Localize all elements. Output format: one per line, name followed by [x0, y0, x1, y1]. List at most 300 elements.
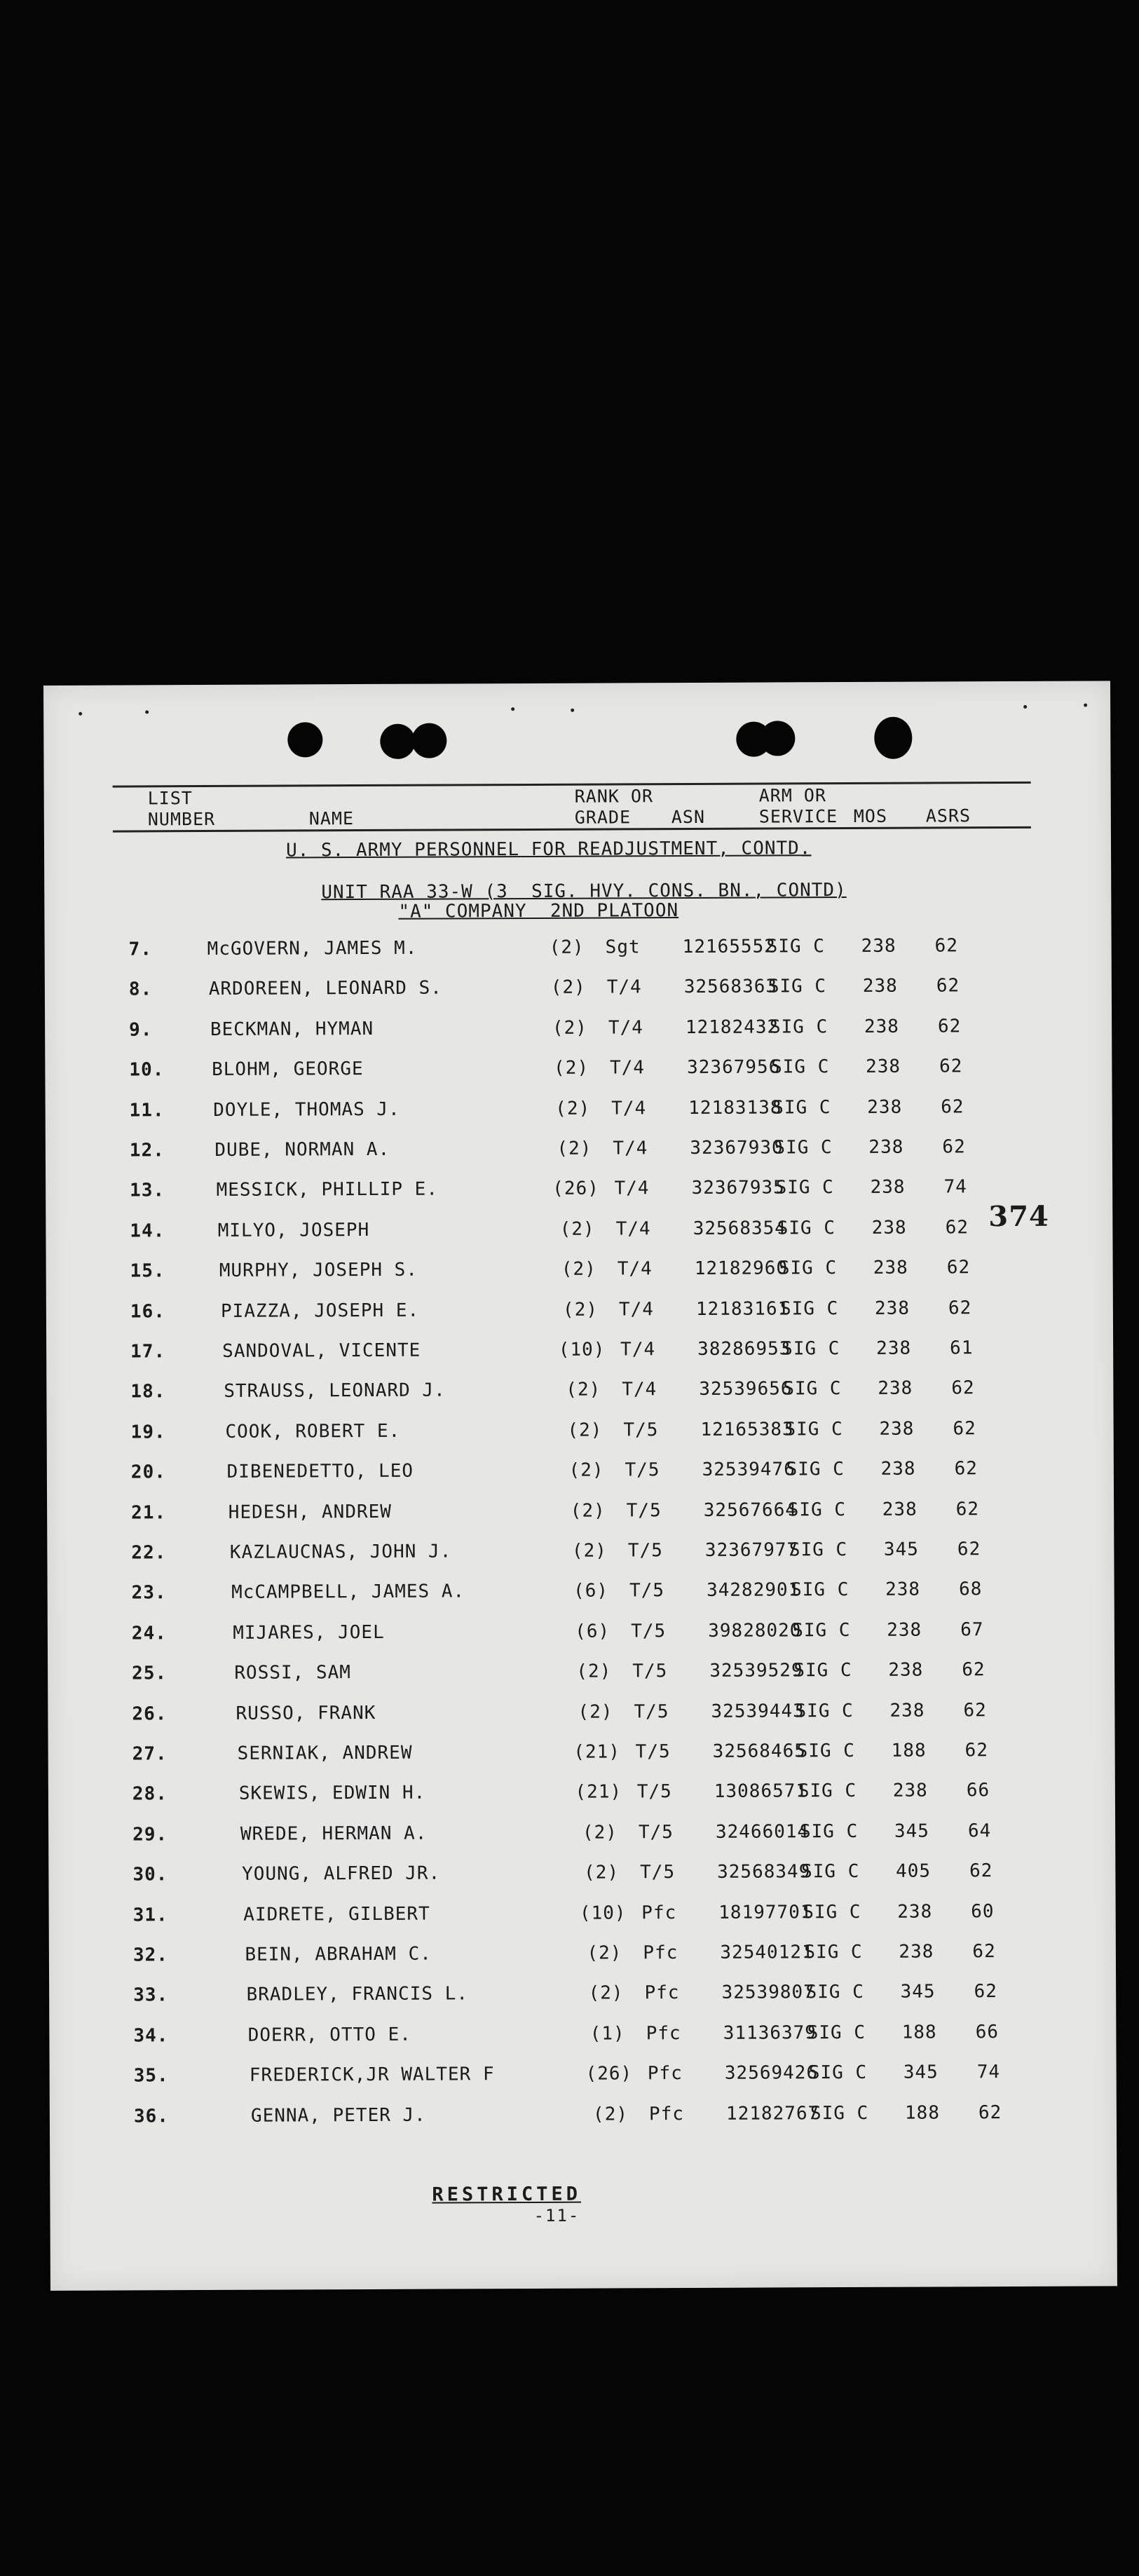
rank-grade: T/4	[606, 976, 642, 998]
speck	[1084, 704, 1087, 707]
code-number: (2)	[568, 1459, 604, 1481]
code-number: (2)	[592, 2103, 629, 2125]
table-row	[48, 1820, 1115, 1864]
service-branch: SIG C	[786, 1459, 845, 1480]
code-number: (26)	[585, 2063, 633, 2085]
mos-code: 238	[897, 1901, 933, 1923]
table-row	[48, 1579, 1114, 1623]
mos-code: 238	[864, 1016, 899, 1037]
asn-number: 12165552	[682, 936, 776, 958]
rank-grade: T/4	[613, 1138, 648, 1159]
asrs-score: 62	[964, 1740, 989, 1761]
person-name: DIBENEDETTO, LEO	[226, 1460, 414, 1483]
list-number: 27.	[132, 1743, 168, 1765]
table-row	[46, 1096, 1112, 1140]
person-name: HEDESH, ANDREW	[228, 1501, 392, 1523]
rank-grade: T/5	[623, 1419, 659, 1441]
rank-grade: T/5	[629, 1580, 665, 1602]
asn-number: 32367977	[704, 1539, 799, 1561]
service-branch: SIG C	[792, 1619, 851, 1642]
asn-number: 12183138	[688, 1097, 782, 1119]
asn-number: 12182432	[685, 1016, 779, 1038]
asrs-score: 60	[971, 1900, 995, 1922]
asn-number: 32568349	[717, 1861, 811, 1883]
asn-number: 12183161	[695, 1297, 790, 1320]
asn-number: 32539529	[709, 1660, 803, 1682]
list-number: 30.	[132, 1864, 168, 1886]
mos-code: 238	[871, 1217, 907, 1239]
service-branch: SIG C	[790, 1579, 850, 1601]
person-name: KAZLAUCNAS, JOHN J.	[229, 1541, 452, 1563]
header-grade: GRADE	[574, 807, 632, 828]
header-arm: ARM OR	[758, 785, 827, 806]
mos-code: 238	[878, 1377, 913, 1400]
header-list: LIST	[147, 788, 193, 809]
mos-code: 238	[873, 1257, 908, 1279]
asrs-score: 62	[941, 1096, 964, 1118]
asrs-score: 62	[954, 1458, 978, 1480]
asrs-score: 62	[969, 1860, 993, 1882]
table-row	[48, 1780, 1115, 1824]
code-number: (2)	[588, 1982, 624, 2005]
asrs-score: 62	[963, 1699, 987, 1721]
mos-code: 238	[887, 1619, 922, 1641]
table-row	[46, 1216, 1112, 1260]
person-name: McCAMPBELL, JAMES A.	[231, 1581, 465, 1604]
code-number: (2)	[576, 1661, 612, 1682]
code-number: (6)	[573, 1580, 609, 1602]
asn-number: 32540121	[720, 1942, 814, 1963]
code-number: (2)	[578, 1701, 613, 1723]
person-name: ARDOREEN, LEONARD S.	[208, 977, 442, 1000]
rank-grade: T/5	[627, 1540, 663, 1562]
asn-number: 32569426	[724, 2062, 819, 2084]
rank-grade: T/5	[640, 1862, 676, 1883]
person-name: SANDOVAL, VICENTE	[222, 1340, 421, 1362]
person-name: YOUNG, ALFRED JR.	[242, 1862, 441, 1885]
service-branch: SIG C	[766, 936, 825, 958]
asn-number: 32539807	[721, 1982, 815, 2004]
rank-grade: Sgt	[605, 936, 641, 958]
table-row	[49, 1981, 1116, 2025]
rank-grade: T/4	[618, 1298, 655, 1321]
code-number: (2)	[550, 977, 586, 999]
list-number: 10.	[129, 1059, 165, 1081]
table-row	[46, 1337, 1113, 1381]
asrs-score: 62	[948, 1297, 972, 1318]
person-name: BECKMAN, HYMAN	[210, 1018, 374, 1040]
person-name: DOYLE, THOMAS J.	[213, 1098, 400, 1121]
code-number: (2)	[562, 1299, 599, 1321]
header-asrs: ASRS	[925, 805, 971, 826]
asn-number: 32567664	[703, 1499, 798, 1521]
service-branch: SIG C	[798, 1780, 857, 1802]
asn-number: 32568465	[712, 1740, 806, 1762]
asrs-score: 62	[942, 1136, 966, 1158]
rank-grade: T/4	[610, 1057, 646, 1079]
asn-number: 32367935	[691, 1177, 785, 1199]
header-asn: ASN	[671, 806, 706, 828]
person-name: SKEWIS, EDWIN H.	[238, 1783, 426, 1805]
list-number: 23.	[131, 1582, 167, 1604]
table-row	[50, 2101, 1117, 2146]
rank-grade: T/4	[614, 1178, 650, 1199]
code-number: (2)	[557, 1138, 592, 1159]
person-name: MILYO, JOSEPH	[217, 1219, 370, 1241]
code-number: (2)	[587, 1942, 622, 1964]
mos-code: 238	[861, 935, 896, 957]
table-row	[46, 1297, 1113, 1341]
list-number: 14.	[130, 1220, 165, 1242]
asrs-score: 62	[934, 935, 959, 957]
person-name: McGOVERN, JAMES M.	[207, 937, 418, 960]
list-number: 11.	[129, 1099, 165, 1122]
service-branch: SIG C	[799, 1820, 859, 1843]
table-row	[49, 1900, 1116, 1944]
header-mos: MOS	[853, 805, 888, 826]
punch-hole	[874, 717, 912, 759]
table-row	[45, 1056, 1112, 1100]
person-name: RUSSO, FRANK	[236, 1702, 376, 1724]
service-branch: SIG C	[775, 1177, 834, 1199]
asrs-score: 62	[939, 1056, 963, 1077]
punch-hole	[287, 722, 322, 757]
asn-number: 32466014	[715, 1821, 810, 1843]
mos-code: 345	[883, 1539, 919, 1560]
code-number: (2)	[552, 1017, 587, 1039]
person-name: BEIN, ABRAHAM C.	[245, 1943, 432, 1965]
asrs-score: 62	[946, 1257, 971, 1279]
asrs-score: 74	[943, 1176, 967, 1198]
list-number: 7.	[128, 939, 153, 960]
asn-number: 32568354	[693, 1218, 786, 1239]
table-row	[49, 1940, 1116, 1984]
list-number: 28.	[132, 1783, 168, 1805]
code-number: (26)	[552, 1178, 599, 1200]
list-number: 15.	[130, 1260, 165, 1282]
asn-number: 38286953	[697, 1338, 791, 1360]
header-name: NAME	[308, 808, 355, 829]
service-branch: SIG C	[808, 2062, 868, 2084]
speck	[79, 712, 82, 716]
list-number: 29.	[132, 1824, 168, 1846]
service-branch: SIG C	[771, 1056, 830, 1078]
person-name: SERNIAK, ANDREW	[237, 1742, 413, 1764]
mos-code: 188	[891, 1740, 927, 1761]
rank-grade: T/4	[611, 1097, 647, 1119]
rank-grade: Pfc	[646, 2022, 681, 2045]
rank-grade: T/4	[615, 1218, 651, 1240]
rank-grade: T/5	[625, 1459, 660, 1481]
service-branch: SIG C	[774, 1137, 833, 1159]
asrs-score: 62	[978, 2101, 1002, 2123]
table-row	[46, 1176, 1112, 1220]
list-number: 8.	[128, 979, 153, 1000]
code-number: (6)	[575, 1621, 611, 1642]
rank-grade: T/5	[636, 1781, 672, 1803]
asrs-score: 62	[945, 1217, 969, 1239]
service-branch: SIG C	[801, 1861, 860, 1883]
service-branch: SIG C	[768, 976, 827, 997]
list-number: 16.	[130, 1300, 165, 1323]
mos-code: 238	[862, 976, 898, 997]
mos-code: 238	[882, 1499, 918, 1520]
service-branch: SIG C	[783, 1378, 842, 1400]
rank-grade: T/5	[632, 1661, 668, 1682]
asn-number: 32568363	[683, 976, 778, 998]
service-branch: SIG C	[769, 1016, 828, 1038]
asrs-score: 68	[958, 1579, 983, 1600]
person-name: PIAZZA, JOSEPH E.	[220, 1300, 420, 1322]
list-number: 13.	[130, 1180, 165, 1201]
rank-grade: T/5	[635, 1741, 671, 1763]
unit-title: UNIT RAA 33-W (3 SIG. HVY. CONS. BN., CONTD)	[321, 880, 847, 904]
asn-number: 12165383	[700, 1419, 794, 1440]
list-number: 26.	[132, 1703, 168, 1725]
asn-number: 32539443	[711, 1700, 805, 1722]
code-number: (2)	[555, 1098, 591, 1119]
asrs-score: 62	[951, 1377, 975, 1399]
mos-code: 238	[879, 1418, 915, 1440]
asrs-score: 74	[976, 2062, 1001, 2083]
code-number: (2)	[571, 1540, 607, 1562]
service-branch: SIG C	[772, 1096, 831, 1119]
table-row	[46, 1257, 1113, 1301]
table-row	[46, 1377, 1113, 1422]
rank-grade: T/4	[617, 1258, 653, 1280]
person-name: MESSICK, PHILLIP E.	[216, 1178, 439, 1201]
table-row	[48, 1618, 1114, 1663]
person-name: FREDERICK,JR WALTER F	[249, 2064, 495, 2086]
code-number: (2)	[582, 1822, 618, 1844]
code-number: (2)	[570, 1500, 606, 1522]
punch-hole	[411, 723, 446, 758]
mos-code: 238	[885, 1579, 921, 1601]
header-number: NUMBER	[147, 808, 216, 830]
service-branch: SIG C	[787, 1499, 847, 1520]
asrs-score: 67	[960, 1618, 984, 1641]
mos-code: 345	[903, 2062, 939, 2083]
list-number: 33.	[133, 1984, 169, 2006]
person-name: BRADLEY, FRANCIS L.	[246, 1983, 469, 2006]
asn-number: 39828020	[708, 1620, 802, 1642]
header-rank: RANK OR	[574, 786, 654, 807]
mos-code: 238	[880, 1458, 916, 1480]
service-branch: SIG C	[779, 1297, 839, 1320]
list-number: 36.	[133, 2105, 169, 2127]
mos-code: 188	[901, 2022, 937, 2043]
mos-code: 238	[892, 1780, 928, 1802]
header-service: SERVICE	[758, 806, 838, 827]
asn-number: 12182767	[725, 2102, 820, 2125]
table-row	[45, 934, 1112, 979]
rank-grade: T/5	[626, 1499, 662, 1521]
rank-grade: Pfc	[648, 2103, 685, 2125]
table-row	[49, 2021, 1116, 2065]
list-number: 17.	[130, 1341, 166, 1363]
speck	[145, 710, 149, 714]
mos-code: 238	[899, 1941, 934, 1963]
asrs-score: 62	[955, 1498, 980, 1520]
document-page	[43, 681, 1117, 2291]
rank-grade: Pfc	[644, 1982, 680, 2004]
asrs-score: 64	[967, 1820, 992, 1842]
rank-grade: T/4	[608, 1017, 643, 1039]
mos-code: 238	[889, 1700, 925, 1722]
mos-code: 238	[876, 1337, 912, 1359]
asn-number: 13086571	[714, 1780, 808, 1803]
speck	[571, 709, 574, 712]
code-number: (2)	[567, 1419, 603, 1441]
list-number: 20.	[130, 1461, 166, 1483]
table-row	[48, 1659, 1114, 1703]
list-number: 12.	[129, 1140, 165, 1161]
mos-code: 188	[904, 2102, 941, 2124]
rank-grade: T/5	[638, 1821, 674, 1844]
asrs-score: 61	[950, 1337, 974, 1359]
mos-code: 238	[868, 1136, 904, 1158]
person-name: BLOHM, GEORGE	[212, 1058, 364, 1081]
service-branch: SIG C	[810, 2102, 869, 2124]
asn-number: 32539656	[699, 1378, 793, 1401]
asn-number: 34282901	[706, 1579, 800, 1602]
service-branch: SIG C	[784, 1418, 843, 1440]
asrs-score: 62	[937, 1016, 962, 1037]
code-number: (1)	[589, 2023, 625, 2045]
table-row	[48, 1739, 1115, 1783]
company-title: "A" COMPANY 2ND PLATOON	[398, 900, 679, 922]
asrs-score: 62	[972, 1941, 996, 1963]
speck	[1023, 705, 1027, 709]
code-number: (2)	[549, 936, 585, 958]
rank-grade: T/4	[622, 1379, 657, 1401]
rank-grade: Pfc	[643, 1942, 678, 1964]
table-row	[47, 1538, 1114, 1582]
service-branch: SIG C	[795, 1700, 854, 1722]
rank-grade: T/4	[620, 1339, 656, 1361]
list-number: 22.	[131, 1542, 167, 1564]
person-name: WREDE, HERMAN A.	[240, 1822, 428, 1845]
punch-hole	[380, 724, 415, 759]
list-number: 31.	[132, 1904, 168, 1926]
person-name: ROSSI, SAM	[234, 1662, 351, 1684]
mos-code: 238	[888, 1659, 924, 1681]
rank-grade: T/5	[634, 1701, 669, 1722]
person-name: DUBE, NORMAN A.	[214, 1138, 390, 1161]
list-number: 34.	[133, 2025, 169, 2047]
person-name: DOERR, OTTO E.	[247, 2024, 411, 2046]
list-number: 19.	[130, 1422, 166, 1443]
service-branch: SIG C	[782, 1338, 840, 1360]
service-branch: SIG C	[789, 1539, 848, 1561]
header-bottom-rule	[113, 826, 1031, 833]
asrs-score: 66	[975, 2021, 1000, 2043]
list-number: 18.	[130, 1381, 166, 1403]
list-number: 21.	[131, 1501, 167, 1524]
mos-code: 345	[900, 1981, 936, 2003]
asn-number: 32367930	[690, 1137, 784, 1159]
code-number: (2)	[566, 1379, 601, 1401]
service-branch: SIG C	[805, 1982, 864, 2003]
page-stamp-number: 374	[988, 1199, 1049, 1234]
asrs-score: 62	[936, 975, 960, 997]
asrs-score: 66	[966, 1780, 990, 1801]
person-name: MIJARES, JOEL	[233, 1621, 385, 1644]
table-row	[47, 1458, 1114, 1502]
service-branch: SIG C	[804, 1941, 863, 1963]
mos-code: 345	[894, 1820, 929, 1842]
table-row	[47, 1498, 1114, 1542]
punch-hole	[760, 721, 795, 756]
list-number: 35.	[133, 2065, 169, 2087]
service-branch: SIG C	[803, 1901, 861, 1923]
rank-grade: Pfc	[641, 1902, 677, 1923]
code-number: (2)	[561, 1258, 596, 1280]
page-footer-number: -11-	[533, 2205, 580, 2226]
asn-number: 32367956	[687, 1056, 781, 1079]
list-number: 32.	[132, 1944, 168, 1966]
code-number: (21)	[575, 1781, 622, 1804]
list-number: 25.	[132, 1663, 168, 1684]
asrs-score: 62	[974, 1981, 997, 2003]
service-branch: SIG C	[796, 1740, 855, 1762]
table-row	[46, 1136, 1112, 1180]
asn-number: 18197701	[718, 1901, 812, 1923]
list-number: 9.	[129, 1019, 153, 1041]
asrs-score: 62	[962, 1659, 985, 1681]
rank-grade: T/5	[631, 1620, 667, 1642]
person-name: COOK, ROBERT E.	[225, 1420, 401, 1443]
person-name: AIDRETE, GILBERT	[243, 1903, 430, 1926]
code-number: (2)	[554, 1057, 589, 1079]
mos-code: 238	[866, 1056, 901, 1078]
mos-code: 238	[867, 1096, 903, 1118]
asn-number: 12182960	[694, 1258, 789, 1280]
person-name: GENNA, PETER J.	[250, 2104, 426, 2127]
service-branch: SIG C	[793, 1660, 852, 1682]
code-number: (10)	[579, 1902, 627, 1924]
code-number: (21)	[573, 1741, 621, 1763]
table-row	[45, 975, 1112, 1019]
document-title: U. S. ARMY PERSONNEL FOR READJUSTMENT, CONTD.	[285, 838, 812, 861]
person-name: STRAUSS, LEONARD J.	[224, 1379, 446, 1403]
service-branch: SIG C	[778, 1258, 838, 1279]
asn-number: 32539476	[702, 1459, 796, 1481]
mos-code: 238	[870, 1177, 906, 1199]
mos-code: 405	[896, 1860, 932, 1882]
rank-grade: Pfc	[647, 2063, 683, 2085]
asrs-score: 62	[953, 1418, 976, 1440]
mos-code: 238	[874, 1297, 910, 1319]
code-number: (10)	[558, 1339, 606, 1361]
service-branch: SIG C	[777, 1217, 836, 1239]
table-row	[48, 1699, 1114, 1743]
table-row	[48, 1860, 1115, 1904]
asn-number: 31136379	[723, 2022, 817, 2044]
asrs-score: 62	[957, 1539, 981, 1560]
restricted-label: RESTRICTED	[432, 2183, 582, 2206]
code-number: (2)	[559, 1218, 595, 1240]
table-row	[45, 1015, 1112, 1059]
service-branch: SIG C	[807, 2022, 866, 2044]
code-number: (2)	[584, 1862, 620, 1883]
speck	[511, 707, 514, 711]
header-top-rule	[113, 782, 1031, 788]
person-name: MURPHY, JOSEPH S.	[219, 1259, 418, 1282]
list-number: 24.	[131, 1623, 167, 1644]
table-row	[50, 2062, 1117, 2106]
table-row	[47, 1417, 1114, 1461]
